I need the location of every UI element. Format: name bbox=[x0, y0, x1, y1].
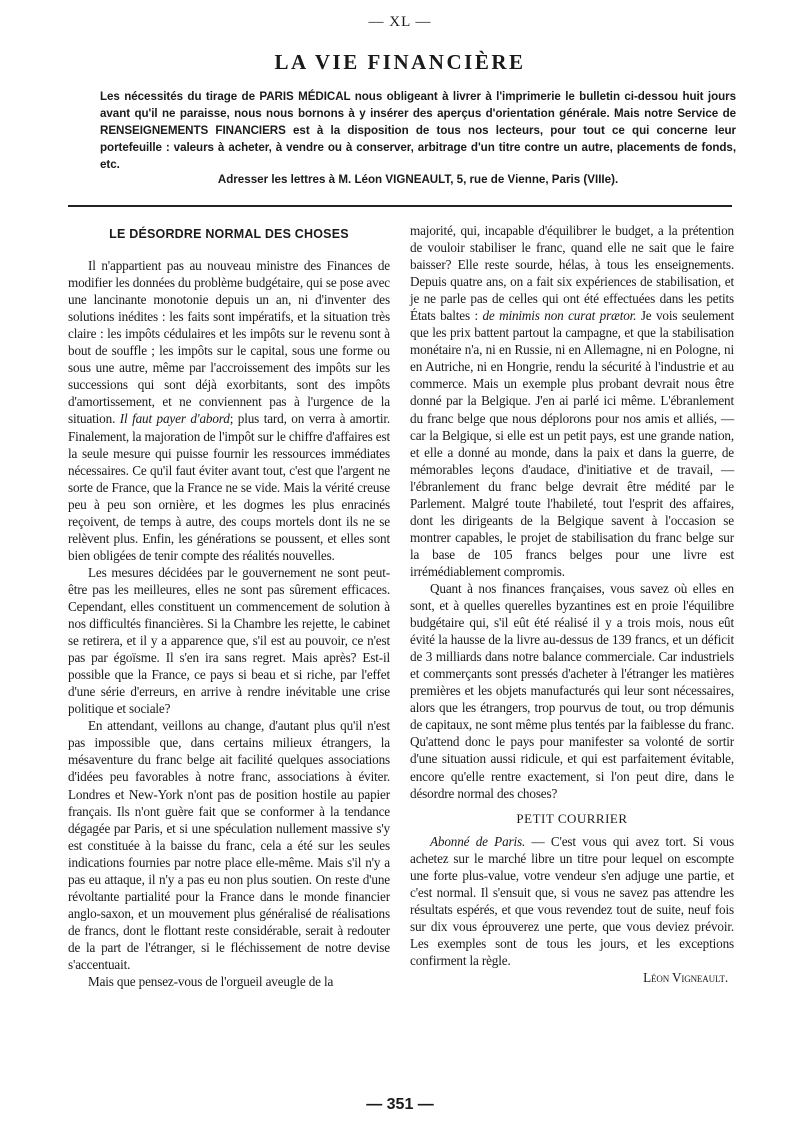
contact-address: Adresser les lettres à M. Léon VIGNEAULT, 5, rue de Vienne, Paris (VIIIe). bbox=[217, 173, 619, 186]
right-column bbox=[410, 222, 734, 986]
article-heading: LE DÉSORDRE NORMAL DES CHOSES bbox=[109, 227, 349, 241]
page-marker: — XL — bbox=[368, 14, 432, 30]
article-paragraph-5: Quant à nos finances françaises, vous savez où elles en sont, et à quelles querelles byzantines est en proie l'équilibre budgétaire qui, s'il eût été réalisé il y a trois mois, nous eût évité la hausse de la livre au-dessus de 139 francs, et un déficit de 3 milliards dans notre balance commerciale. Car industriels et commerçants sont pressés d'acheter à l'étranger les matières premières et les objets manufacturés qui leur sont nécessaires, alors que les étrangers, trop pourvus de tout, ou trop démunis de capitaux, ne sont même plus tentés par la faiblesse du franc. Qu'attend donc le pays pour manifester sa volonté de sortir d'une situation aussi ridicule, et qui est parfaitement évitable, encore qu'elle rentre exactement, si l'on peut dire, dans le désordre normal des choses? bbox=[410, 580, 734, 801]
intro-notice bbox=[100, 88, 736, 173]
header-divider bbox=[68, 205, 732, 207]
courrier-heading: PETIT COURRIER bbox=[516, 810, 628, 826]
article-paragraph-4-start: Mais que pensez-vous de l'orgueil aveugle de la bbox=[88, 974, 334, 990]
addressee: Abonné de Paris. bbox=[430, 833, 526, 849]
left-column bbox=[68, 222, 390, 990]
article-paragraph-2: Les mesures décidées par le gouvernement ne sont peut-être pas les meilleures, elles ne sont pas sûrement efficaces. Cependant, elles constituent un commencement de solution à nos difficultés financières. Si la Chambre les rejette, le cabinet se retirera, et il y a apparence que, s'il est au pouvoir, ce n'est pas par égoïsme. Il s'en ira sans regret. Mais après? Est-il possible que la France, ce pays si beau et si riche, par l'effet d'une série d'erreurs, en arrive à rendre inévitable une crise politique et sociale? bbox=[68, 564, 390, 717]
page-number: — 351 — bbox=[366, 1096, 434, 1113]
courrier-reply: Abonné de Paris. — C'est vous qui avez tort. Si vous achetez sur le marché libre un titre pour lequel on escompte une forte plus-value, votre vendeur s'en adjuge une partie, et c'est normal. Il s'ensuit que, si vous ne savez pas attendre les résultats espérés, et que vous revendez tout de suite, neuf fois sur dix vous éprouverez une perte, que vous deviez prévoir. Les exemples sont de tous les jours, et les exceptions confirment la règle. bbox=[410, 833, 734, 968]
latin-quote: de minimis non curat prætor. bbox=[482, 308, 637, 324]
article-paragraph-3: En attendant, veillons au change, d'autant plus qu'il n'est pas impossible que, dans certains milieux étrangers, la mésaventure du franc belge ait facilité quelques associations d'idées peu favorables à notre franc, associations à éviter. Londres et New-York n'ont pas de position hostile au papier français. Ils n'ont guère fait que se conformer à la tendance dégagée par Paris, et si une spéculation nullement massive s'y est constituée à la baisse du franc, cela a été sur les seules indications fournies par notre place elle-même. Mais s'il n'y a pas eu attaque, il n'y a pas eu non plus soutien. On reste d'une révoltante partialité pour la France dans le monde financier anglo-saxon, et un mouvement plus généralisé de réalisations de francs, dont le flottant reste considérable, serait à redouter de la part de l'étranger, si le fléchissement de notre devise s'accentuait. bbox=[68, 718, 390, 972]
article-paragraph-4-cont: majorité, qui, incapable d'équilibrer le budget, a la prétention de vouloir stabiliser le franc, quand elle ne sait que le faire baisser? Elle reste sourde, hélas, à tous les enseignements. Depuis quatre ans, on a fait six expériences de stabilisation, et je ne parle pas de celles qui ont été effectuées dans les petits États baltes : de minimis non curat prætor. Je vois seulement que les prix battent partout la campagne, et que la stabilisation monétaire n'a, ni en Russie, ni en Allemagne, ni en Pologne, ni en Autriche, ni en Hongrie, rendu la sécurité à l'industrie et au commerce. Mais un exemple plus probant devrait nous être donné par la Belgique. J'en ai parlé ici même. L'ébranlement du franc belge que nous déplorons pour nos amis et alliés, — car la Belgique, si elle est un petit pays, est une grande nation, et elle a donné au monde, dans la paix et dans la guerre, de mémorables leçons d'audace, d'initiative et de travail, — l'ébranlement du franc belge devrait être médité par le Parlement. Malgré toute l'habileté, tout l'esprit des affaires, dont les dirigeants de la Belgique savent à l'occasion se montrer capables, le projet de stabilisation du franc belge sur la base de 105 francs belges pour une livre est irrémédiablement compromis. bbox=[410, 223, 734, 579]
page-title: LA VIE FINANCIÈRE bbox=[274, 50, 526, 74]
article-paragraph-1: Il n'appartient pas au nouveau ministre des Finances de modifier les données du problème budgétaire, qui se pose avec une lancinante monotonie depuis un an, ni d'inventer des solutions inédites : les faits sont impératifs, et la situation très claire : les impôts cédulaires et les impôts sur le revenu sont à bout de souffle ; les impôts sur le capital, sous une forme ou sous une autre, même par l'accroissement des impôts sur les successions qui sont déjà exorbitants, sont des impôts d'amortissement, et ne conviennent pas à l'urgence de la situation. Il faut payer d'abord; plus tard, on verra à amortir. Finalement, la majoration de l'impôt sur le chiffre d'affaires est la seule mesure qui puisse fournir les ressources immédiates nécessaires. Ce qu'il faut éviter avant tout, c'est que l'argent ne sorte de France, que la France ne se vide. Mais la vérité creuse peu à peu son ornière, et les dogmes les plus enracinés reçoivent, de temps à autre, des coups mortels dont ils ne se relèvent plus. Enfin, les générations se poussent, et elles sont bien obligées de tenir compte des réalités nouvelles. bbox=[68, 258, 390, 563]
emphasis-text: Il faut payer d'abord bbox=[119, 411, 230, 427]
signature: Léon Vigneault. bbox=[643, 970, 728, 986]
intro-text: Les nécessités du tirage de PARIS MÉDICAL nous obligeant à livrer à l'imprimerie le bulletin ci-dessou huit jours avant qu'il ne paraisse, nous nous bornons à y insérer des aperçus d'orientation générale. Mais notre Service de RENSEIGNEMENTS FINANCIERS est à la disposition de tous nos lecteurs, pour tout ce qui concerne leur portefeuille : valeurs à acheter, à vendre ou à conserver, arbitrage d'un titre contre un autre, placements de fonds, etc. bbox=[100, 90, 736, 171]
